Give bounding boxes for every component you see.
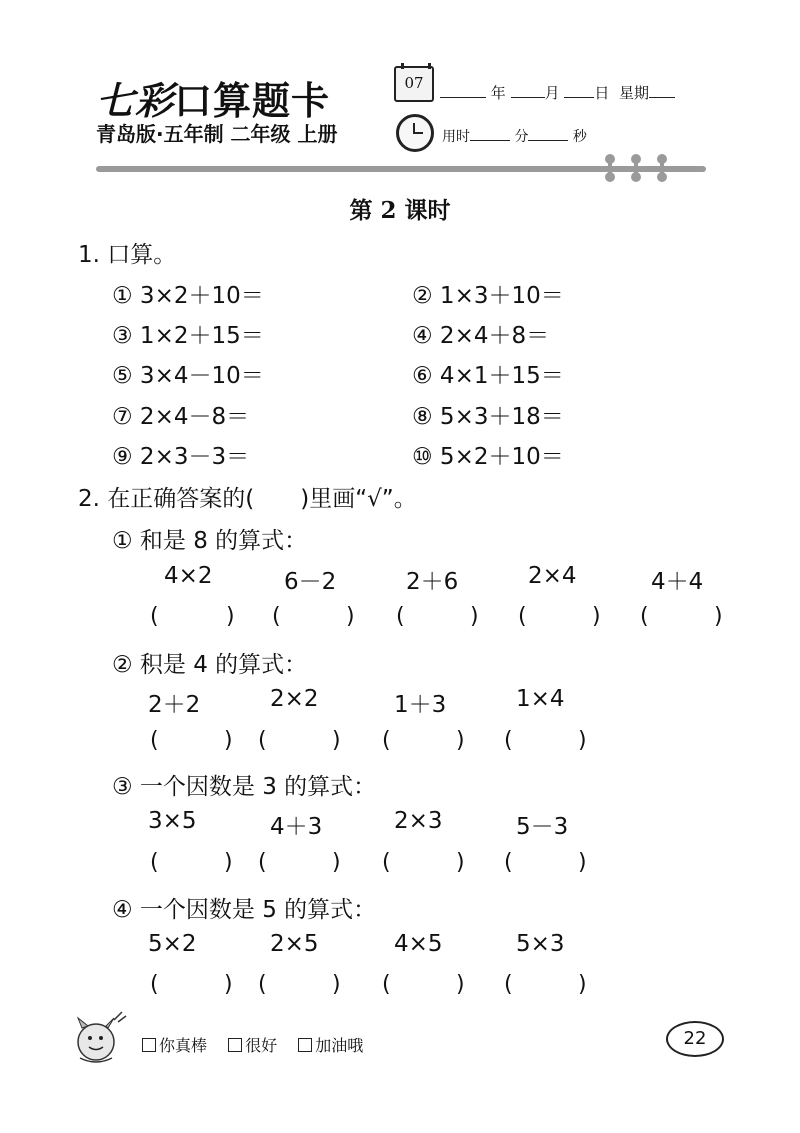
- answer-paren-open: (: [258, 850, 267, 875]
- answer-paren-close: ): [714, 604, 723, 629]
- year-blank[interactable]: [440, 83, 486, 98]
- answer-paren-close: ): [578, 972, 587, 997]
- q2-expression: 2×4: [528, 563, 577, 589]
- time-label: 用时: [442, 129, 470, 145]
- calendar-day: 07: [404, 74, 424, 92]
- answer-paren-open: (: [382, 850, 391, 875]
- q2-expression: 4×2: [164, 563, 213, 589]
- rule-pin: [660, 156, 664, 180]
- day-blank[interactable]: [564, 83, 594, 98]
- answer-paren-close: ): [456, 728, 465, 753]
- lesson-title: 第 2 课时: [349, 197, 451, 224]
- q1-item: ② 1×3＋10＝: [412, 283, 564, 309]
- seconds-label: 秒: [572, 129, 587, 145]
- q2-expression: 6－2: [284, 569, 337, 595]
- answer-paren-open: (: [272, 604, 281, 629]
- q2-expression: 4＋4: [651, 569, 704, 595]
- q1-item: ③ 1×2＋15＝: [112, 323, 264, 349]
- q2-expression: 2＋2: [148, 692, 201, 718]
- year-label: 年: [490, 84, 506, 102]
- answer-paren-open: (: [150, 850, 159, 875]
- q2-expression: 2×5: [270, 931, 319, 957]
- q1-item: ⑦ 2×4－8＝: [112, 404, 250, 430]
- q2-expression: 3×5: [148, 808, 197, 834]
- q2-expression: 4×5: [394, 931, 443, 957]
- q2-group-label: ③ 一个因数是 3 的算式：: [112, 774, 377, 800]
- rule-pin: [634, 156, 638, 180]
- q2-expression: 1×4: [516, 686, 565, 712]
- answer-paren-open: (: [150, 972, 159, 997]
- answer-paren-open: (: [150, 604, 159, 629]
- rating-option-keep-going[interactable]: [298, 1036, 363, 1055]
- brand-title: [96, 70, 330, 125]
- answer-paren-close: ): [456, 850, 465, 875]
- answer-paren-open: (: [150, 728, 159, 753]
- brand-prefix: 七彩: [96, 78, 175, 123]
- weekday-blank[interactable]: [649, 83, 675, 98]
- checkbox-icon[interactable]: [142, 1038, 156, 1052]
- q2-expression: 5－3: [516, 814, 569, 840]
- q1-item: ④ 2×4＋8＝: [412, 323, 550, 349]
- mascot-icon: [70, 1008, 128, 1066]
- answer-paren-close: ): [224, 728, 233, 753]
- answer-paren-open: (: [258, 728, 267, 753]
- q2-title: 2. 在正确答案的( )里画“√”。: [78, 486, 417, 512]
- answer-paren-close: ): [332, 850, 341, 875]
- date-line: [440, 82, 675, 103]
- q1-item: ⑤ 3×4－10＝: [112, 363, 264, 389]
- q2-expression: 4＋3: [270, 814, 323, 840]
- checkbox-icon[interactable]: [228, 1038, 242, 1052]
- self-rating: [142, 1033, 379, 1056]
- answer-paren-close: ): [224, 972, 233, 997]
- answer-paren-close: ): [578, 728, 587, 753]
- answer-paren-open: (: [382, 972, 391, 997]
- calendar-icon: [394, 66, 434, 102]
- header-rule: [96, 166, 706, 172]
- q2-group-label: ① 和是 8 的算式：: [112, 528, 308, 554]
- answer-paren-close: ): [346, 604, 355, 629]
- answer-paren-close: ): [578, 850, 587, 875]
- q1-item: ⑨ 2×3－3＝: [112, 444, 250, 470]
- minutes-label: 分: [514, 129, 529, 145]
- edition-label: 青岛版·五年制 二年级 上册: [96, 122, 338, 146]
- q2-group-label: ④ 一个因数是 5 的算式：: [112, 897, 377, 923]
- q2-expression: 1＋3: [394, 692, 447, 718]
- weekday-label: 星期: [618, 84, 649, 102]
- q2-expression: 5×3: [516, 931, 565, 957]
- month-blank[interactable]: [511, 83, 545, 98]
- answer-paren-open: (: [258, 972, 267, 997]
- answer-paren-close: ): [332, 972, 341, 997]
- month-label: 月: [544, 84, 560, 102]
- answer-paren-close: ): [592, 604, 601, 629]
- answer-paren-close: ): [226, 604, 235, 629]
- q1-title: 1. 口算。: [78, 242, 177, 268]
- checkbox-icon[interactable]: [298, 1038, 312, 1052]
- q2-expression: 2×3: [394, 808, 443, 834]
- answer-paren-close: ): [456, 972, 465, 997]
- answer-paren-open: (: [640, 604, 649, 629]
- answer-paren-open: (: [504, 728, 513, 753]
- answer-paren-open: (: [396, 604, 405, 629]
- rule-pin: [608, 156, 612, 180]
- q1-item: ⑧ 5×3＋18＝: [412, 404, 564, 430]
- time-line: [442, 126, 587, 146]
- answer-paren-close: ): [332, 728, 341, 753]
- brand-main: 口算题卡: [174, 78, 331, 123]
- rating-option-great[interactable]: [142, 1036, 207, 1055]
- answer-paren-open: (: [382, 728, 391, 753]
- q2-expression: 2×2: [270, 686, 319, 712]
- answer-paren-open: (: [504, 850, 513, 875]
- rating-label: 很好: [245, 1036, 278, 1055]
- day-label: 日: [594, 84, 610, 102]
- minutes-blank[interactable]: [470, 126, 510, 141]
- q1-item: ① 3×2＋10＝: [112, 283, 264, 309]
- q2-expression: 5×2: [148, 931, 197, 957]
- q1-item: ⑩ 5×2＋10＝: [412, 444, 564, 470]
- answer-paren-open: (: [518, 604, 527, 629]
- q1-item: ⑥ 4×1＋15＝: [412, 363, 564, 389]
- q2-group-label: ② 积是 4 的算式：: [112, 652, 308, 678]
- page-number: 22: [666, 1021, 724, 1057]
- rating-label: 你真棒: [159, 1036, 208, 1055]
- rating-label: 加油哦: [315, 1036, 364, 1055]
- answer-paren-close: ): [224, 850, 233, 875]
- rating-option-good[interactable]: [228, 1036, 277, 1055]
- seconds-blank[interactable]: [528, 126, 568, 141]
- clock-icon: [396, 114, 434, 152]
- answer-paren-open: (: [504, 972, 513, 997]
- q2-expression: 2＋6: [406, 569, 459, 595]
- answer-paren-close: ): [470, 604, 479, 629]
